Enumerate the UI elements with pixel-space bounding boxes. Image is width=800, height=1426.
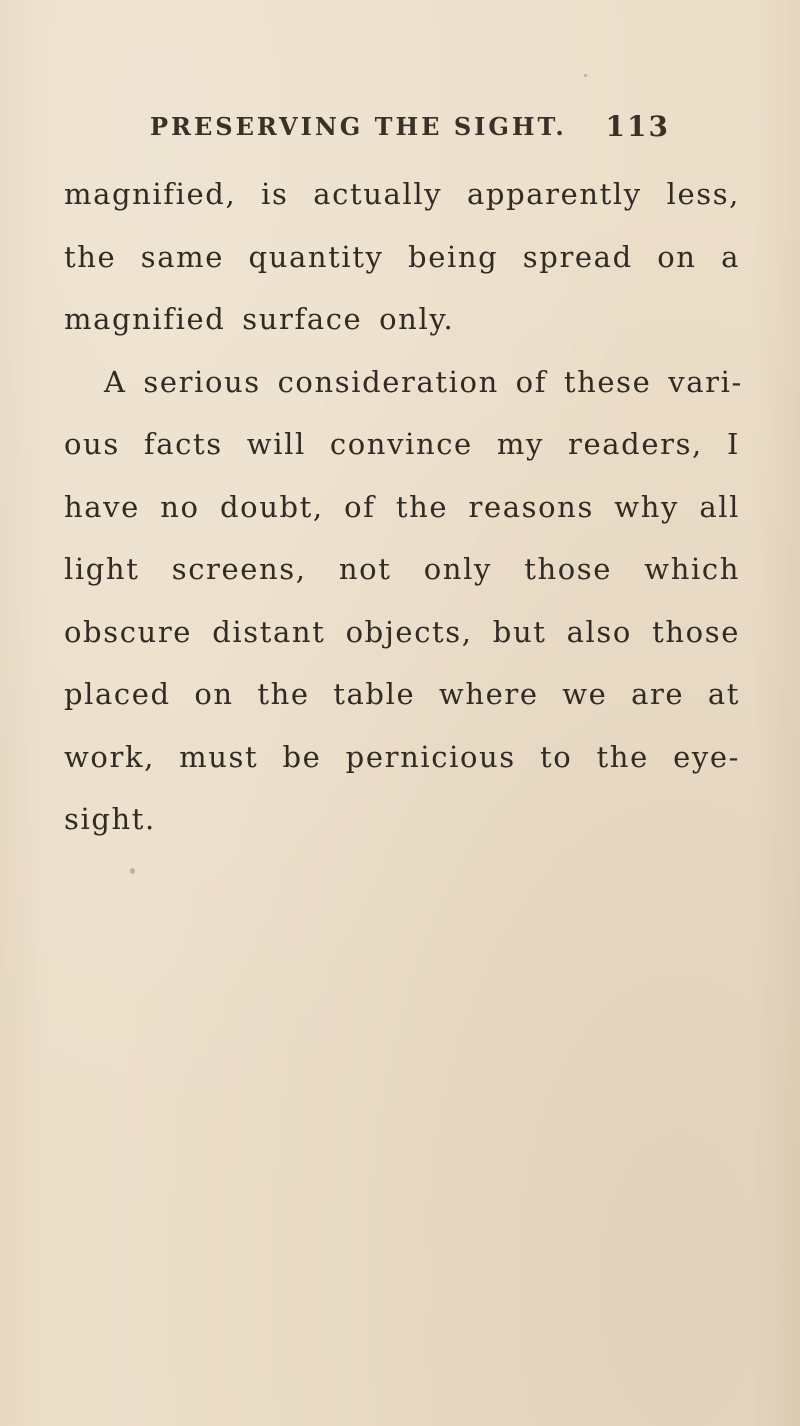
- running-title: PRESERVING THE SIGHT.: [150, 111, 567, 141]
- body-text: [64, 163, 743, 851]
- text-line: the same quantity being spread on a: [64, 239, 740, 274]
- text-line: sight.: [64, 802, 156, 836]
- text-line: placed on the table where we are at: [64, 677, 740, 711]
- page-number: 113: [605, 109, 670, 143]
- paper-blemish: [130, 868, 135, 874]
- text-line: ous facts will convince my readers, I: [64, 427, 740, 461]
- text-line: magnified, is actually apparently less,: [64, 177, 740, 211]
- running-head: [150, 104, 670, 148]
- text-line: work, must be pernicious to the eye-: [64, 739, 740, 774]
- text-line: light screens, not only those which: [64, 552, 740, 586]
- text-line: magnified surface only.: [64, 302, 455, 336]
- text-line: A serious consideration of these vari-: [104, 364, 743, 399]
- text-line: obscure distant objects, but also those: [64, 614, 740, 649]
- text-line: have no doubt, of the reasons why all: [64, 489, 740, 524]
- paper-blemish: [584, 74, 587, 77]
